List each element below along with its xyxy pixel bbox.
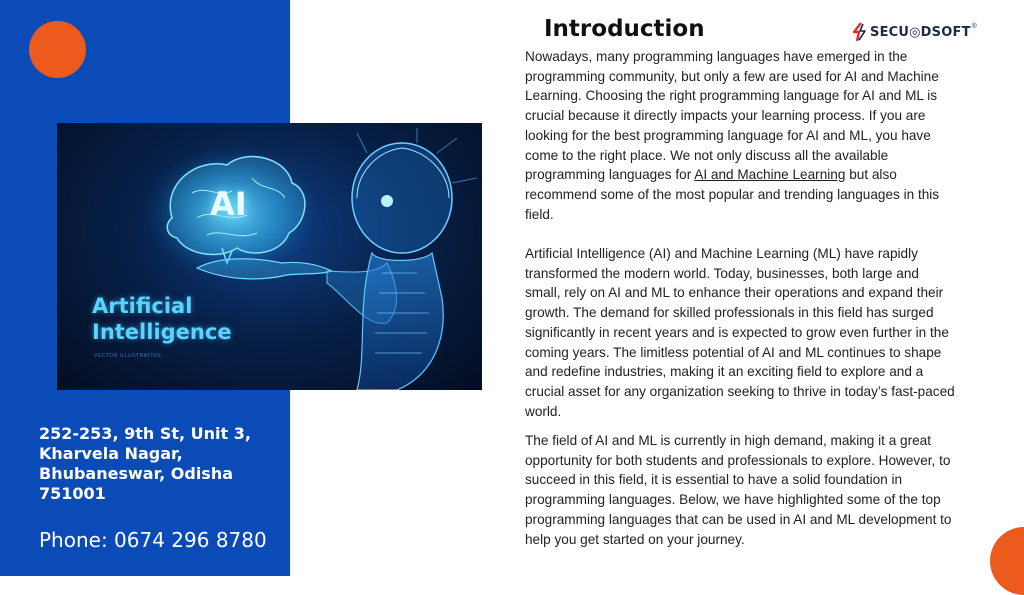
contact-phone: Phone: 0674 296 8780 xyxy=(39,528,267,552)
intro-paragraph-1 xyxy=(525,47,957,224)
hero-image xyxy=(57,123,482,390)
hero-ai-badge: AI xyxy=(210,185,247,223)
ai-robot-illustration xyxy=(57,123,482,390)
decorative-circle-top-left xyxy=(29,21,86,78)
robot-icon xyxy=(327,143,452,390)
intro-paragraph-3: The field of AI and ML is currently in high demand, making it a great opportunity for both students and professionals to explore. However, to succeed in this field, it is essential to have a solid foundation in programming languages. Below, we have highlighted some of the top programming languages that can be used in AI and ML development to help you get started on your journey. xyxy=(525,433,952,547)
logo-mark-icon xyxy=(852,22,868,42)
para1-text-after: but also recommend some of the most popular and trending languages in this field. xyxy=(525,167,940,222)
logo-text: SECU◎DSOFT xyxy=(870,24,971,40)
contact-address: 252-253, 9th St, Unit 3, Kharvela Nagar, Bhubaneswar, Odisha 751001 xyxy=(39,424,251,503)
hero-caption: VECTOR ILLUSTRATION xyxy=(94,353,162,359)
brand-logo xyxy=(852,21,977,43)
para1-text-before: Nowadays, many programming languages have emerged in the programming community, but only a few are used for AI and Machine Learning. Choosing the right programming language for AI and ML is crucial because it directly impacts your learning process. If you are looking for the best programming language for AI and ML, you have come to the right place. We not only discuss all the available programming languages for xyxy=(525,49,939,183)
ai-ml-link[interactable]: AI and Machine Learning xyxy=(694,167,846,183)
logo-registered-mark: ® xyxy=(971,23,977,30)
intro-paragraph-2: Artificial Intelligence (AI) and Machine Learning (ML) have rapidly transformed the modern world. Today, businesses, both large and small, rely on AI and ML to enhance their operations and expand their growth. The demand for skilled professionals in this field has surged significantly in recent years and is expected to grow even further in the coming years. The limitless potential of AI and ML continues to shape and redefine industries, making it an exciting field to explore and a crucial asset for any organization seeking to thrive in today’s fast-paced world. xyxy=(525,246,955,419)
hero-title: Artificial Intelligence xyxy=(92,294,232,344)
decorative-circle-bottom-right xyxy=(990,527,1024,595)
page-title: Introduction xyxy=(544,16,705,42)
